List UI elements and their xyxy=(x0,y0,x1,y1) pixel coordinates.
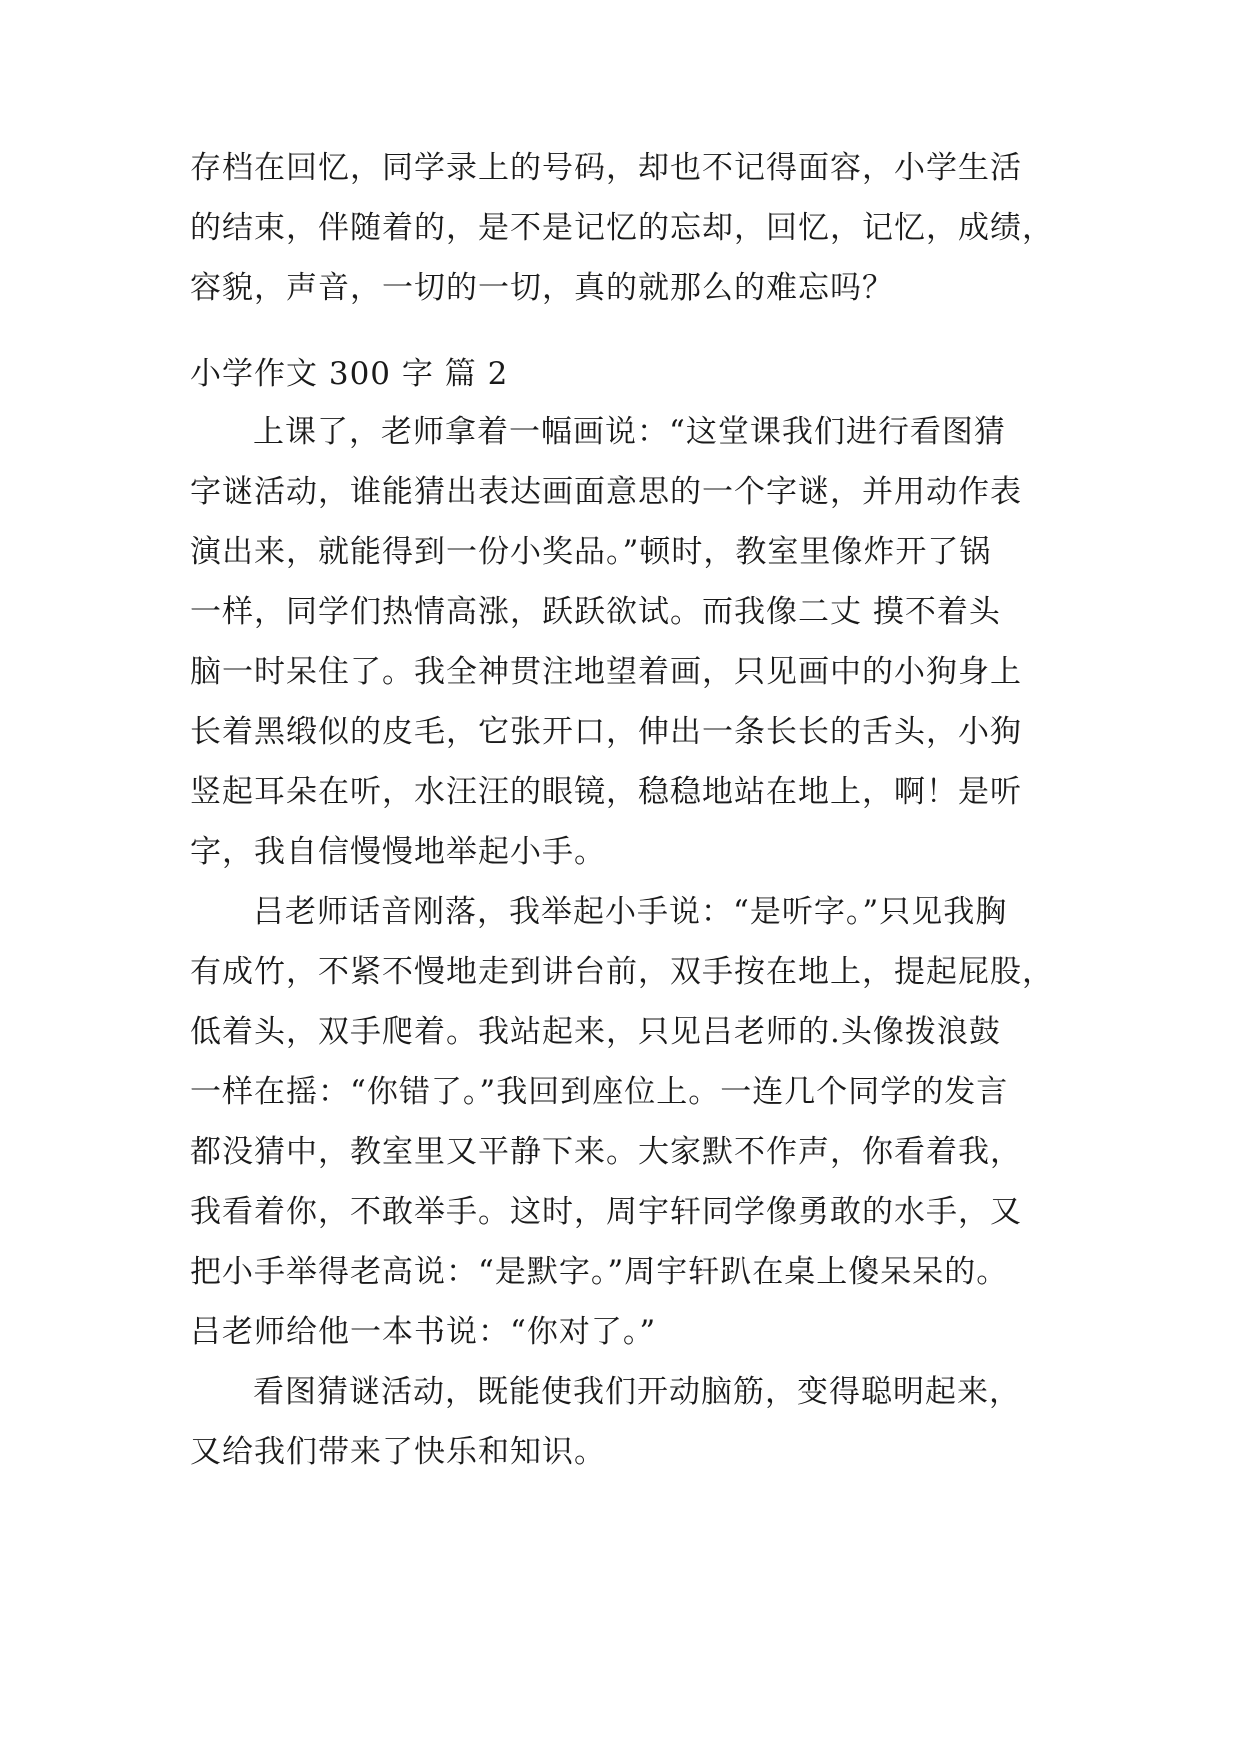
text-line: 的结束，伴随着的，是不是记忆的忘却，回忆，记忆，成绩， xyxy=(190,210,1054,246)
text-line: 字谜活动，谁能猜出表达画面意思的一个字谜，并用动作表 xyxy=(190,474,1022,510)
text-line: 竖起耳朵在听，水汪汪的眼镜，稳稳地站在地上，啊！是听 xyxy=(190,774,1022,810)
text-line: 吕老师给他一本书说：“你对了。” xyxy=(190,1314,657,1350)
text-line: 都没猜中，教室里又平静下来。大家默不作声，你看着我， xyxy=(190,1134,1022,1170)
text-line: 容貌，声音，一切的一切，真的就那么的难忘吗？ xyxy=(190,270,894,306)
text-line: 长着黑缎似的皮毛，它张开口，伸出一条长长的舌头，小狗 xyxy=(190,714,1022,750)
text-line: 演出来，就能得到一份小奖品。”顿时，教室里像炸开了锅 xyxy=(190,534,992,570)
text-line: 看图猜谜活动，既能使我们开动脑筋，变得聪明起来， xyxy=(253,1374,1021,1410)
text-line: 一样，同学们热情高涨，跃跃欲试。而我像二丈 摸不着头 xyxy=(190,594,1001,630)
text-line: 上课了，老师拿着一幅画说：“这堂课我们进行看图猜 xyxy=(253,414,1006,450)
text-line: 一样在摇：“你错了。”我回到座位上。一连几个同学的发言 xyxy=(190,1074,1009,1110)
text-line: 存档在回忆，同学录上的号码，却也不记得面容，小学生活 xyxy=(190,150,1022,186)
text-line: 吕老师话音刚落，我举起小手说：“是听字。”只见我胸 xyxy=(253,894,1008,930)
text-line: 把小手举得老高说：“是默字。”周宇轩趴在桌上傻呆呆的。 xyxy=(190,1254,1009,1290)
text-line: 我看着你，不敢举手。这时，周宇轩同学像勇敢的水手，又 xyxy=(190,1194,1022,1230)
text-line: 低着头，双手爬着。我站起来，只见吕老师的.头像拨浪鼓 xyxy=(190,1014,1001,1050)
text-line: 又给我们带来了快乐和知识。 xyxy=(190,1434,606,1470)
text-line: 脑一时呆住了。我全神贯注地望着画，只见画中的小狗身上 xyxy=(190,654,1022,690)
text-line: 有成竹，不紧不慢地走到讲台前，双手按在地上，提起屁股， xyxy=(190,954,1054,990)
text-line: 字，我自信慢慢地举起小手。 xyxy=(190,834,606,870)
section-title: 小学作文 300 字 篇 2 xyxy=(190,356,509,392)
